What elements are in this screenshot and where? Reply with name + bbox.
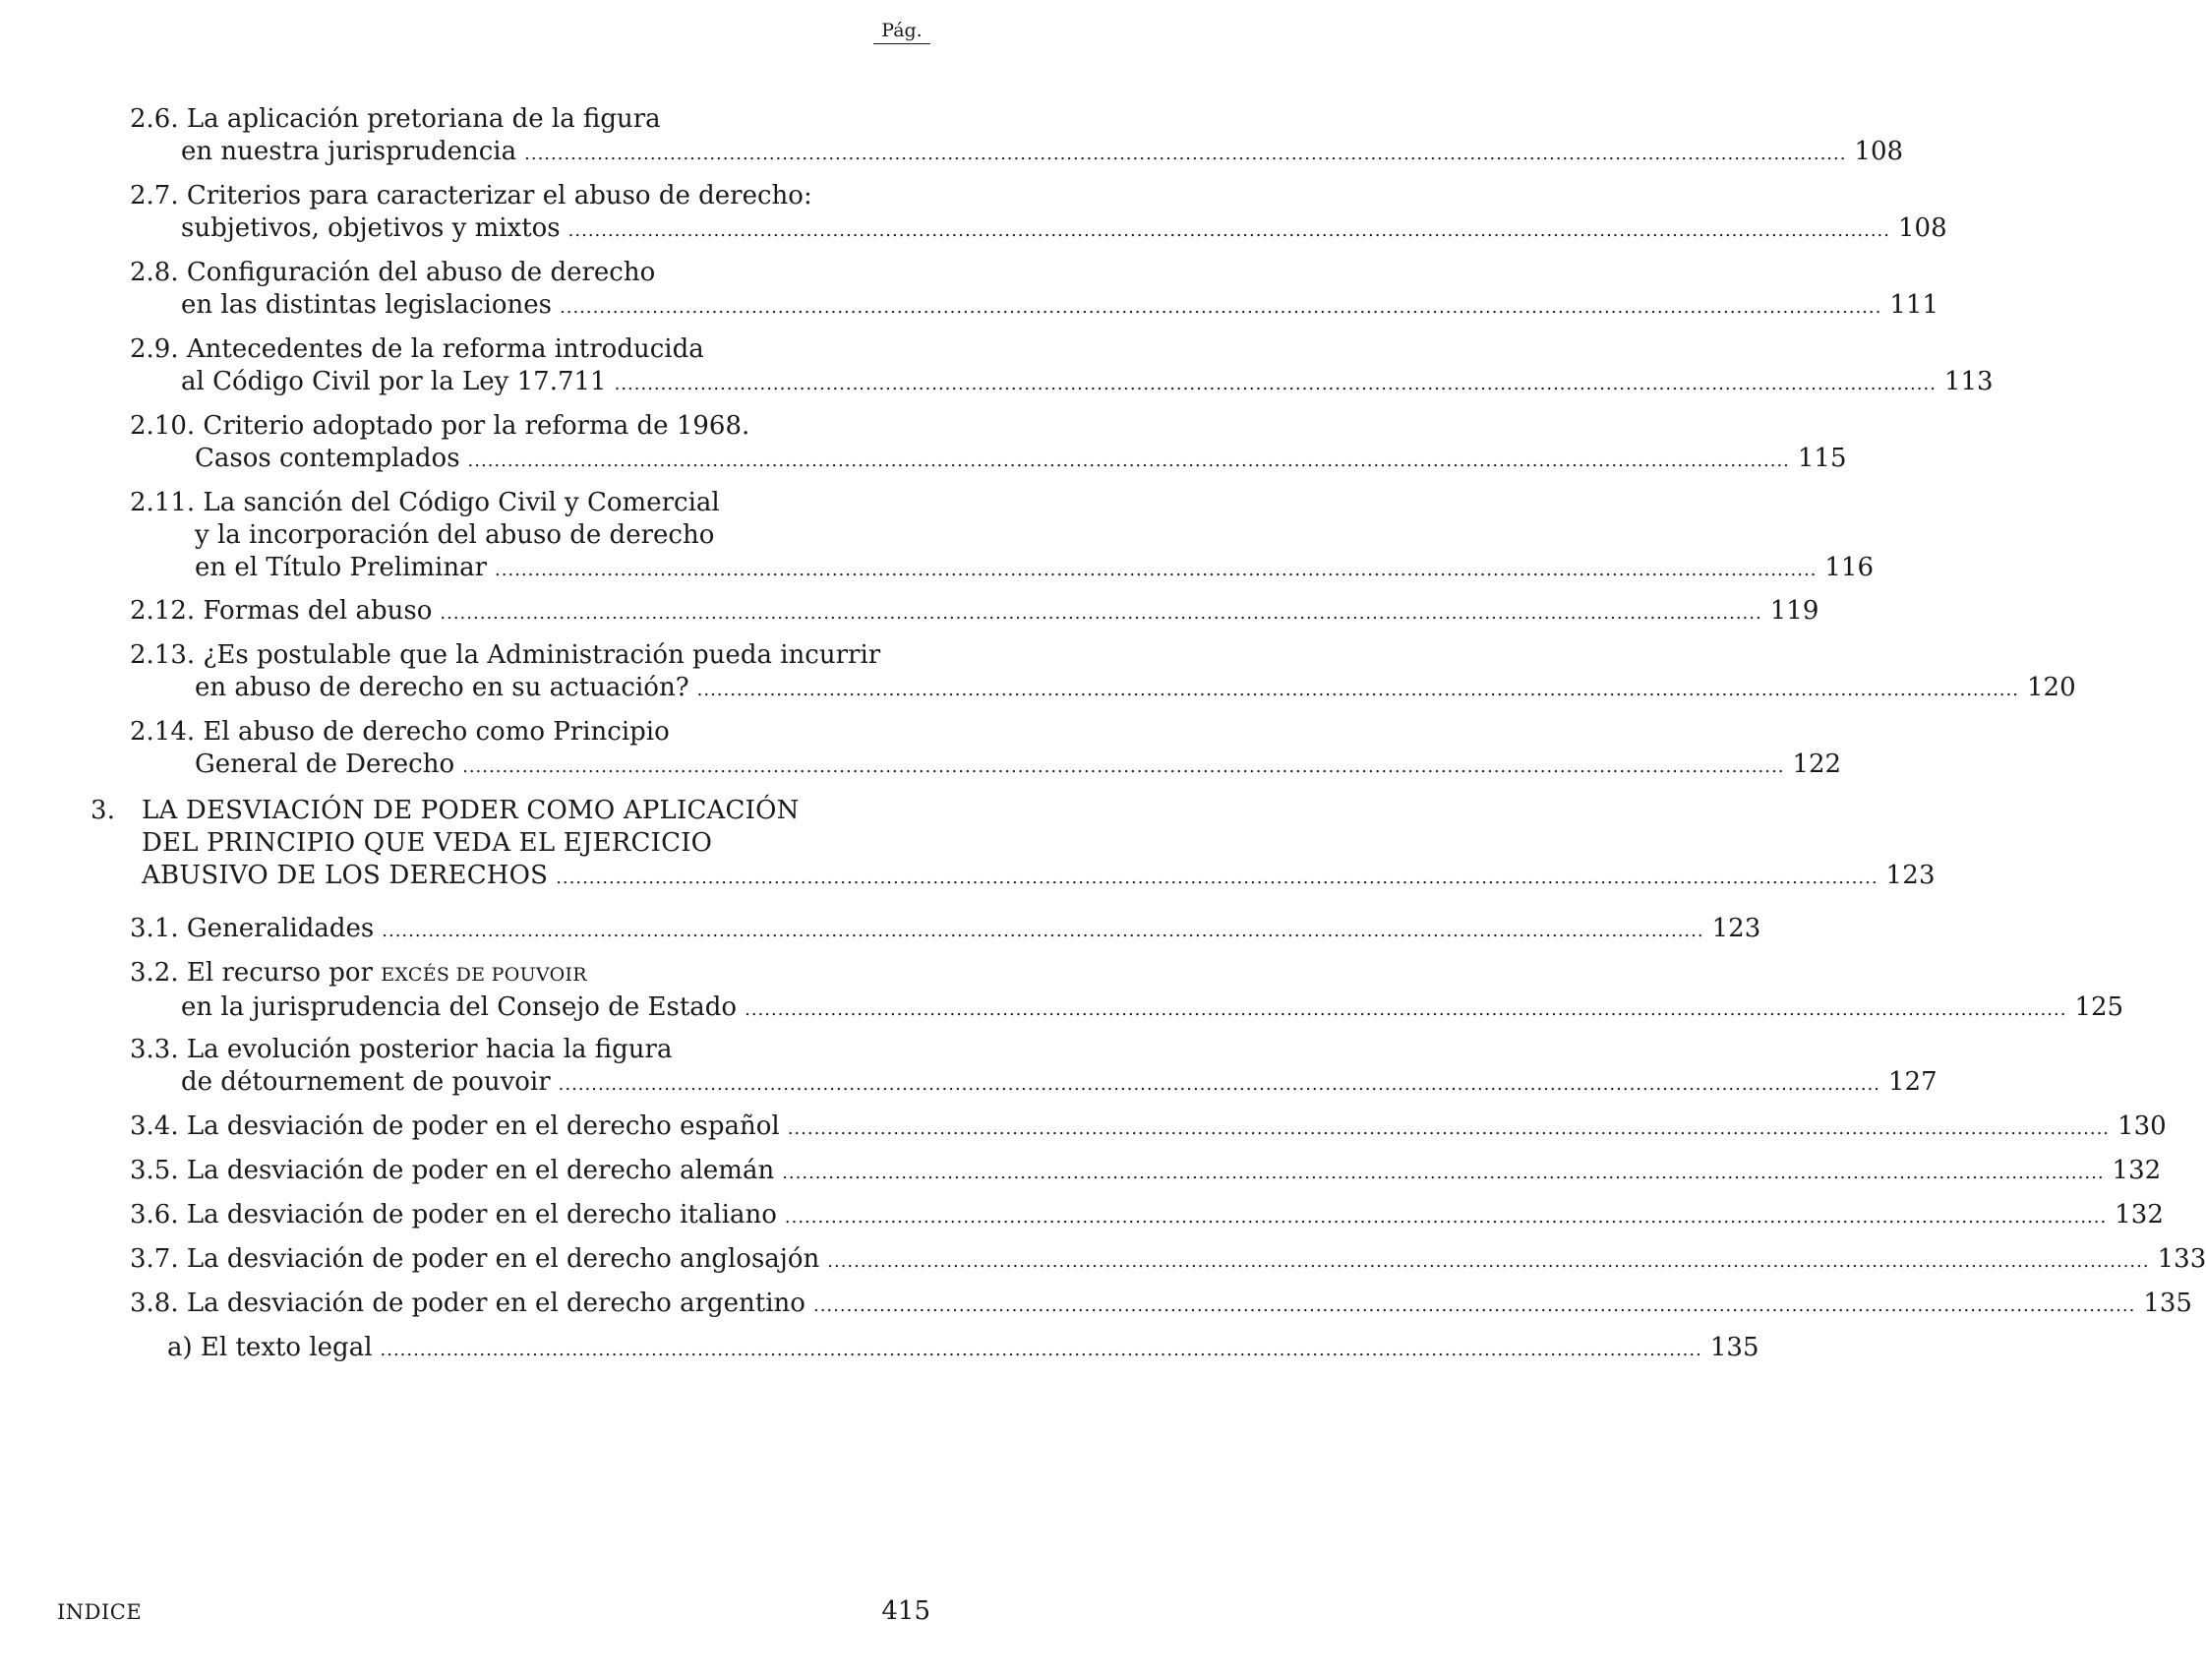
toc-entry[interactable] <box>130 410 1847 477</box>
entry-title-line: subjetivos, objetivos y mixtos <box>181 213 561 243</box>
dot-leader: ........................................................................................................................................................................................................ <box>812 1295 2136 1316</box>
entry-page: 119 <box>1769 596 1819 626</box>
entry-page: 116 <box>1824 553 1875 582</box>
entry-title-line: en las distintas legislaciones <box>181 290 553 320</box>
toc-entry[interactable] <box>130 1110 2167 1145</box>
entry-number: 3.5. <box>130 1156 179 1185</box>
toc-entry[interactable] <box>130 180 1947 247</box>
entry-page: 127 <box>1888 1067 1938 1097</box>
dot-leader: ........................................................................................................................................................................................................ <box>567 220 1890 241</box>
dot-leader: ........................................................................................................................................................................................................ <box>614 374 1937 394</box>
entry-page: 115 <box>1797 444 1847 473</box>
entry-page: 123 <box>1711 914 1761 943</box>
entry-title-line: en nuestra jurisprudencia <box>181 137 517 166</box>
dot-leader: ........................................................................................................................................................................................................ <box>696 680 2019 700</box>
entry-page: 123 <box>1885 861 1936 890</box>
toc-entry[interactable] <box>130 333 1994 400</box>
entry-number: 2.14. <box>130 717 196 747</box>
entry-number: 3.4. <box>130 1111 179 1141</box>
entry-number: 3. <box>90 796 116 825</box>
entry-page: 133 <box>2157 1244 2206 1274</box>
entry-title-line: La evolución posterior hacia la figura <box>186 1035 673 1064</box>
entry-title-line: en la jurisprudencia del Consejo de Estado <box>181 992 738 1022</box>
entry-page: 113 <box>1943 367 1994 396</box>
entry-title-line: Criterio adoptado por la reforma de 1968. <box>203 411 750 441</box>
entry-page: 120 <box>2026 673 2076 702</box>
running-footer-section: INDICE <box>57 1600 143 1624</box>
entry-number: 3.3. <box>130 1035 179 1064</box>
entry-title-line: El recurso por <box>186 958 382 988</box>
entry-title-line: DEL PRINCIPIO QUE VEDA EL EJERCICIO <box>142 828 713 858</box>
entry-title-line: General de Derecho <box>195 750 455 779</box>
dot-leader: ........................................................................................................................................................................................................ <box>556 868 1878 888</box>
toc-entry[interactable] <box>130 1034 1938 1101</box>
entry-title-line: El abuso de derecho como Principio <box>203 717 670 747</box>
entry-page: 111 <box>1889 290 1938 320</box>
toc-entry[interactable] <box>130 487 1875 586</box>
toc-entry[interactable] <box>130 595 1819 630</box>
entry-number: 2.8. <box>130 258 179 287</box>
page-number: 415 <box>881 1596 930 1626</box>
entry-title-line: La desviación de poder en el derecho argentino <box>186 1289 805 1318</box>
entry-page: 132 <box>2115 1200 2164 1230</box>
entry-number: 3.2. <box>130 958 179 988</box>
entry-page: 130 <box>2117 1111 2167 1141</box>
entry-title-line: ¿Es postulable que la Administración pueda incurrir <box>203 640 881 670</box>
entry-title-line: Antecedentes de la reforma introducida <box>186 334 704 364</box>
entry-title-line: La sanción del Código Civil y Comercial <box>203 488 720 517</box>
dot-leader: ........................................................................................................................................................................................................ <box>495 560 1818 580</box>
entry-title-line: de détournement de pouvoir <box>181 1067 551 1097</box>
entry-title-line: en el Título Preliminar <box>195 553 488 582</box>
toc-entry[interactable] <box>130 913 1761 947</box>
entry-title-line: al Código Civil por la Ley 17.711 <box>181 367 607 396</box>
entry-number: 2.6. <box>130 104 179 134</box>
entry-number: 2.12. <box>130 596 196 626</box>
toc-entry[interactable] <box>130 1199 2164 1233</box>
dot-leader: ........................................................................................................................................................................................................ <box>560 297 1882 318</box>
toc-entry[interactable] <box>130 716 1842 783</box>
dot-leader: ........................................................................................................................................................................................................ <box>380 1340 1702 1360</box>
entry-title-line: La aplicación pretoriana de la figura <box>186 104 661 134</box>
entry-number: 3.6. <box>130 1200 179 1230</box>
entry-title-line: La desviación de poder en el derecho italiano <box>186 1200 777 1230</box>
entry-number: 2.10. <box>130 411 196 441</box>
dot-leader: ........................................................................................................................................................................................................ <box>745 999 2067 1020</box>
entry-page: 135 <box>2143 1289 2192 1318</box>
entry-number: 3.1. <box>130 914 179 943</box>
dot-leader: ........................................................................................................................................................................................................ <box>787 1118 2111 1139</box>
entry-title-line: en abuso de derecho en su actuación? <box>195 673 689 702</box>
entry-title-line: ABUSIVO DE LOS DERECHOS <box>142 861 549 890</box>
entry-page: 108 <box>1898 213 1947 243</box>
entry-page: 135 <box>1709 1333 1759 1362</box>
dot-leader: ........................................................................................................................................................................................................ <box>524 144 1847 164</box>
entry-number: 2.9. <box>130 334 179 364</box>
entry-page: 132 <box>2112 1156 2162 1185</box>
page-column-header: Pág. <box>873 20 930 44</box>
entry-page: 122 <box>1792 750 1842 779</box>
toc-entry[interactable] <box>130 257 1938 324</box>
entry-title-line: La desviación de poder en el derecho alemán <box>186 1156 775 1185</box>
dot-leader: ........................................................................................................................................................................................................ <box>440 603 1762 624</box>
dot-leader: ........................................................................................................................................................................................................ <box>827 1251 2150 1272</box>
dot-leader: ........................................................................................................................................................................................................ <box>467 450 1790 471</box>
entry-title-smallcaps: EXCÉS DE POUVOIR <box>381 964 587 986</box>
entry-number: 3.8. <box>130 1289 179 1318</box>
entry-title-line: El texto legal <box>200 1333 373 1362</box>
entry-title-line: Criterios para caracterizar el abuso de derecho: <box>186 181 812 210</box>
toc-entry[interactable] <box>130 1155 2162 1189</box>
entry-title-line: La desviación de poder en el derecho español <box>186 1111 780 1141</box>
entry-title-line: Formas del abuso <box>203 596 433 626</box>
entry-number: 2.7. <box>130 181 179 210</box>
dot-leader: ........................................................................................................................................................................................................ <box>462 756 1785 777</box>
toc-entry[interactable] <box>130 103 1904 170</box>
toc-entry[interactable] <box>130 639 2076 706</box>
entry-number: 2.13. <box>130 640 196 670</box>
entry-title-line: y la incorporación del abuso de derecho <box>195 520 715 550</box>
toc-subentry[interactable] <box>167 1332 1759 1366</box>
dot-leader: ........................................................................................................................................................................................................ <box>558 1074 1880 1095</box>
toc-entry[interactable] <box>130 1243 2206 1278</box>
toc-entry[interactable] <box>130 1288 2192 1322</box>
toc-entry[interactable] <box>130 957 2124 1026</box>
dot-leader: ........................................................................................................................................................................................................ <box>782 1163 2105 1183</box>
entry-page: 125 <box>2074 992 2124 1022</box>
entry-number: a) <box>167 1333 193 1362</box>
dot-leader: ........................................................................................................................................................................................................ <box>382 921 1704 941</box>
entry-title-line: Configuración del abuso de derecho <box>186 258 656 287</box>
entry-title-line: Generalidades <box>186 914 375 943</box>
entry-page: 108 <box>1854 137 1904 166</box>
entry-number: 2.11. <box>130 488 196 517</box>
entry-title-line: La desviación de poder en el derecho anglosajón <box>186 1244 820 1274</box>
toc-section-entry[interactable] <box>90 795 1936 894</box>
entry-number: 3.7. <box>130 1244 179 1274</box>
dot-leader: ........................................................................................................................................................................................................ <box>784 1207 2108 1228</box>
entry-title-line: LA DESVIACIÓN DE PODER COMO APLICACIÓN <box>142 796 800 825</box>
entry-title-line: Casos contemplados <box>195 444 460 473</box>
